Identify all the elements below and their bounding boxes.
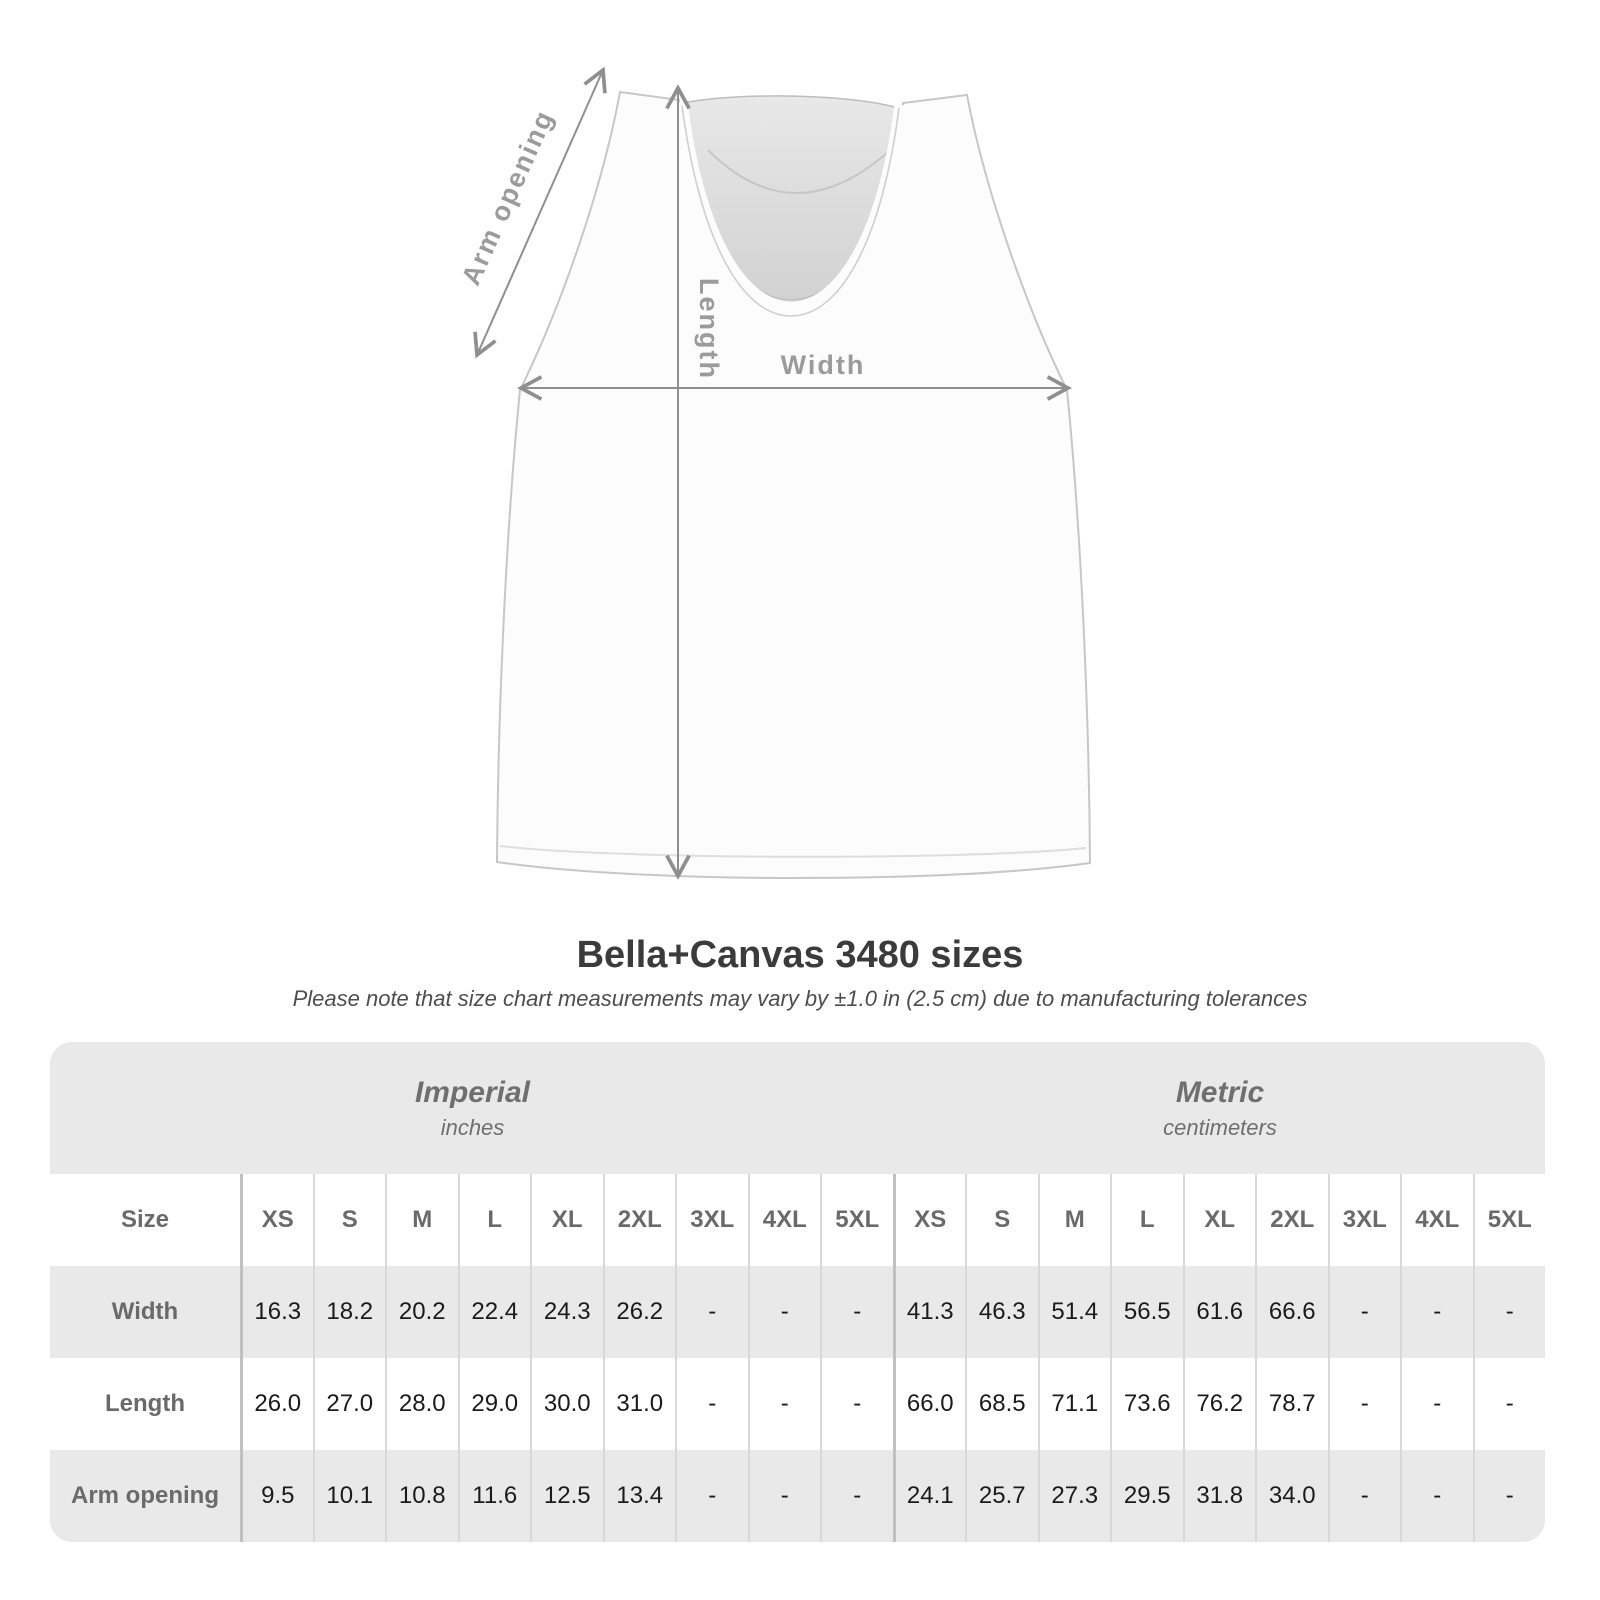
size-col-header: L [458,1174,531,1266]
length-label: Length [694,278,724,380]
value-cell: 68.5 [965,1358,1038,1450]
size-col-header: M [385,1174,458,1266]
value-cell: - [820,1266,893,1358]
value-cell: - [1473,1358,1546,1450]
value-cell: - [675,1358,748,1450]
value-cell: - [1400,1358,1473,1450]
value-cell: 31.0 [603,1358,676,1450]
tolerance-note: Please note that size chart measurements may vary by ±1.0 in (2.5 cm) due to manufacturing tolerances [292,986,1308,1011]
value-cell: 22.4 [458,1266,531,1358]
imperial-group-header [50,1042,895,1174]
size-col-header: XL [530,1174,603,1266]
value-cell: 56.5 [1110,1266,1183,1358]
size-col-header: 5XL [1473,1174,1546,1266]
imperial-label: Imperial [414,1075,531,1109]
value-cell: 26.0 [240,1358,313,1450]
value-cell: 30.0 [530,1358,603,1450]
arm-opening-label: Arm opening [455,105,560,290]
value-cell: 29.5 [1110,1450,1183,1542]
value-cell: - [1473,1450,1546,1542]
value-cell: - [1400,1450,1473,1542]
metric-unit: centimeters [1163,1114,1277,1140]
value-cell: 46.3 [965,1266,1038,1358]
value-cell: - [748,1266,821,1358]
row-label: Width [111,1298,179,1325]
value-cell: 51.4 [1038,1266,1111,1358]
table-row-arm-opening [50,1450,1545,1542]
value-cell: 9.5 [240,1450,313,1542]
value-cell: 29.0 [458,1358,531,1450]
value-cell: 10.8 [385,1450,458,1542]
size-col-header: 2XL [1255,1174,1328,1266]
value-cell: 20.2 [385,1266,458,1358]
value-cell: 10.1 [313,1450,386,1542]
size-table [50,1042,1545,1542]
size-col-header: XL [1183,1174,1256,1266]
value-cell: 11.6 [458,1450,531,1542]
value-cell: - [748,1450,821,1542]
size-col-header: 2XL [603,1174,676,1266]
value-cell: - [675,1266,748,1358]
size-col-header: M [1038,1174,1111,1266]
value-cell: 73.6 [1110,1358,1183,1450]
value-cell: 24.3 [530,1266,603,1358]
value-cell: 34.0 [1255,1450,1328,1542]
row-label: Length [105,1390,185,1417]
size-col-header: S [313,1174,386,1266]
unit-group-band [50,1042,1545,1174]
table-row-width [50,1266,1545,1358]
value-cell: 16.3 [240,1266,313,1358]
value-cell: - [1400,1266,1473,1358]
value-cell: - [1328,1450,1401,1542]
value-cell: 78.7 [1255,1358,1328,1450]
value-cell: - [675,1450,748,1542]
value-cell: 41.3 [893,1266,966,1358]
value-cell: 12.5 [530,1450,603,1542]
size-col-header: L [1110,1174,1183,1266]
size-col-header: XS [893,1174,966,1266]
tank-top-diagram [420,30,1200,930]
metric-label: Metric [1175,1075,1265,1109]
value-cell: 24.1 [893,1450,966,1542]
row-label: Arm opening [71,1482,219,1509]
size-col-header: 4XL [1400,1174,1473,1266]
value-cell: 25.7 [965,1450,1038,1542]
value-cell: 66.0 [893,1358,966,1450]
value-cell: 27.3 [1038,1450,1111,1542]
value-cell: - [1328,1266,1401,1358]
value-cell: 13.4 [603,1450,676,1542]
value-cell: - [820,1450,893,1542]
value-cell: 66.6 [1255,1266,1328,1358]
value-cell: - [748,1358,821,1450]
size-col-header: S [965,1174,1038,1266]
table-row-length [50,1358,1545,1450]
metric-group-header [895,1042,1545,1174]
value-cell: 27.0 [313,1358,386,1450]
value-cell: 71.1 [1038,1358,1111,1450]
page-title: Bella+Canvas 3480 sizes [576,934,1024,976]
size-col-header: XS [240,1174,313,1266]
value-cell: 26.2 [603,1266,676,1358]
value-cell: - [1473,1266,1546,1358]
size-header-label: Size [120,1206,170,1233]
value-cell: 76.2 [1183,1358,1256,1450]
value-cell: 31.8 [1183,1450,1256,1542]
size-col-header: 4XL [748,1174,821,1266]
size-col-header: 3XL [1328,1174,1401,1266]
value-cell: 28.0 [385,1358,458,1450]
value-cell: 18.2 [313,1266,386,1358]
size-col-header: 5XL [820,1174,893,1266]
size-header-row [50,1174,1545,1266]
value-cell: 61.6 [1183,1266,1256,1358]
width-label: Width [780,350,866,380]
size-col-header: 3XL [675,1174,748,1266]
imperial-unit: inches [440,1114,505,1140]
value-cell: - [1328,1358,1401,1450]
value-cell: - [820,1358,893,1450]
